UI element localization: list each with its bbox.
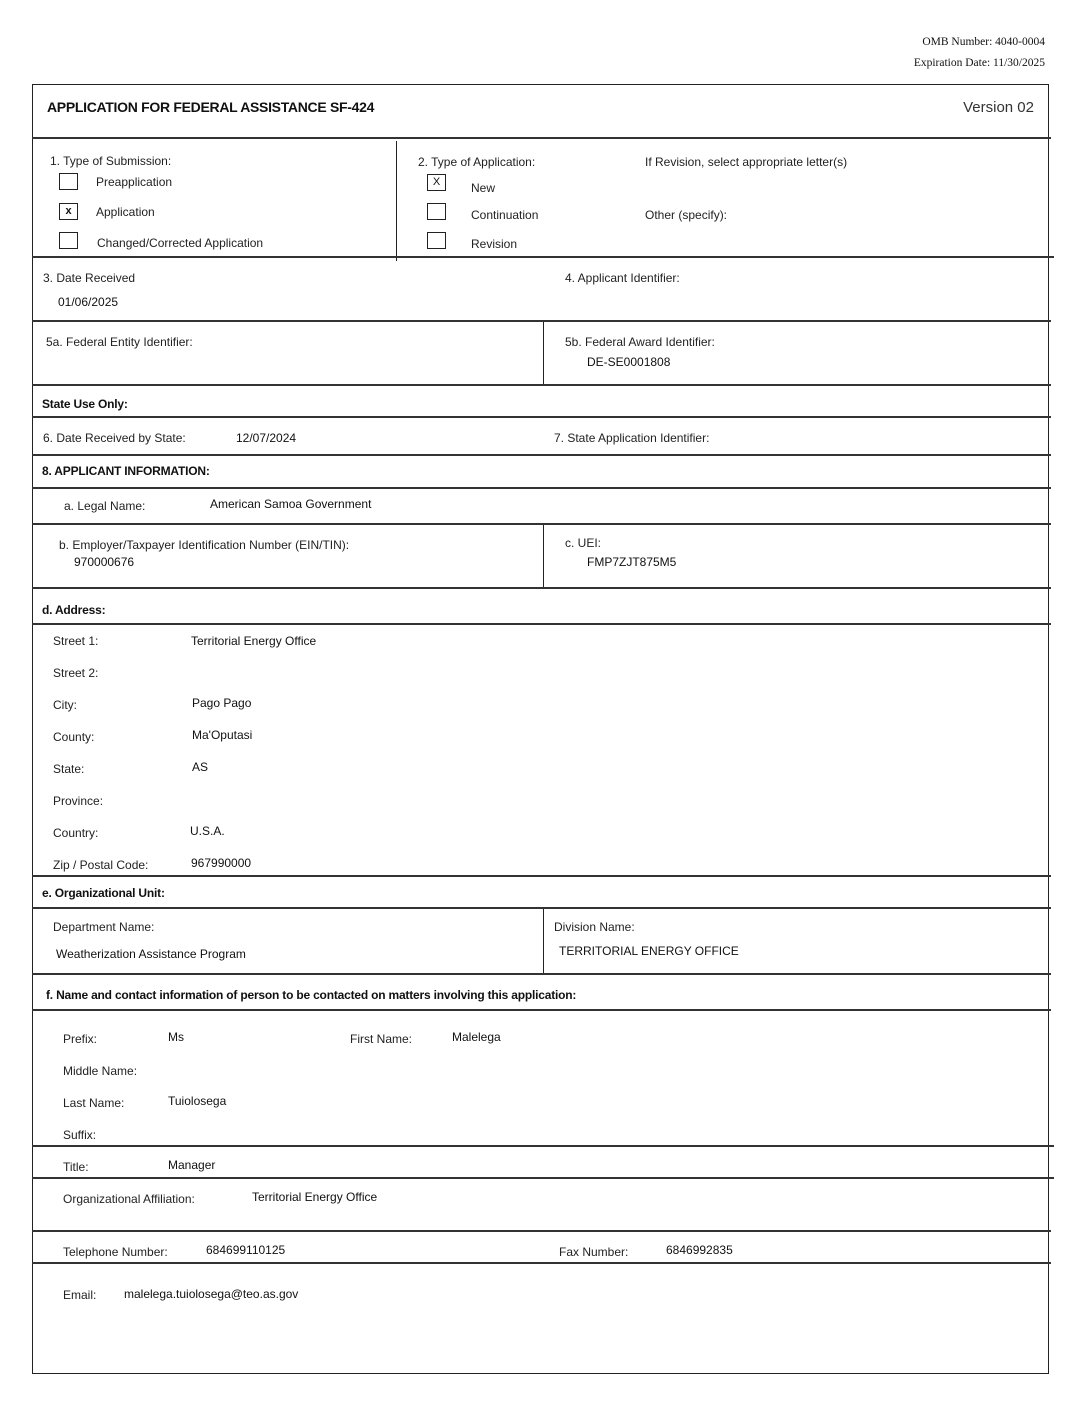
federal-entity-identifier-label: 5a. Federal Entity Identifier: — [46, 335, 193, 349]
country-value[interactable]: U.S.A. — [190, 824, 225, 838]
divider — [32, 1145, 1054, 1147]
divider — [32, 1262, 1051, 1264]
email-value[interactable]: malelega.tuiolosega@teo.as.gov — [124, 1287, 299, 1301]
address-heading: d. Address: — [42, 603, 106, 617]
divider — [32, 384, 1051, 386]
city-label: City: — [53, 698, 77, 712]
checkbox-application[interactable]: x — [59, 203, 78, 220]
divider — [32, 907, 1051, 909]
changed-corrected-label: Changed/Corrected Application — [97, 236, 264, 250]
street1-value[interactable]: Territorial Energy Office — [191, 634, 317, 648]
division-name-label: Division Name: — [554, 920, 635, 934]
ein-label: b. Employer/Taxpayer Identification Number (EIN/TIN): — [59, 538, 350, 552]
divider — [32, 1230, 1051, 1232]
street1-label: Street 1: — [53, 634, 99, 648]
divider — [32, 1177, 1054, 1179]
preapplication-label: Preapplication — [96, 175, 173, 189]
date-received-state-value[interactable]: 12/07/2024 — [236, 431, 297, 445]
application-label: Application — [96, 205, 155, 219]
checkbox-changed-corrected[interactable] — [59, 232, 78, 249]
divider — [396, 141, 397, 261]
first-name-value[interactable]: Malelega — [452, 1030, 501, 1044]
country-label: Country: — [53, 826, 99, 840]
divider — [32, 320, 1051, 322]
date-received-state-label: 6. Date Received by State: — [43, 431, 186, 445]
applicant-information-heading: 8. APPLICANT INFORMATION: — [42, 464, 210, 478]
date-received-label: 3. Date Received — [43, 271, 136, 285]
county-value[interactable]: Ma'Oputasi — [192, 728, 253, 742]
checkbox-revision[interactable] — [427, 232, 446, 249]
last-name-label: Last Name: — [63, 1096, 125, 1110]
divider — [32, 623, 1051, 625]
first-name-label: First Name: — [350, 1032, 413, 1046]
divider — [543, 525, 544, 588]
uei-value[interactable]: FMP7ZJT875M5 — [587, 555, 677, 569]
division-name-value[interactable]: TERRITORIAL ENERGY OFFICE — [559, 944, 739, 958]
ein-value[interactable]: 970000676 — [74, 555, 135, 569]
checkbox-continuation[interactable] — [427, 203, 446, 220]
zip-value[interactable]: 967990000 — [191, 856, 252, 870]
expiration-date: Expiration Date: 11/30/2025 — [913, 57, 1045, 69]
divider — [543, 322, 544, 385]
federal-award-identifier-label: 5b. Federal Award Identifier: — [565, 335, 715, 349]
checkbox-preapplication[interactable] — [59, 173, 78, 190]
telephone-label: Telephone Number: — [63, 1245, 168, 1259]
other-specify-label: Other (specify): — [645, 208, 728, 222]
county-label: County: — [53, 730, 95, 744]
last-name-value[interactable]: Tuiolosega — [168, 1094, 227, 1108]
submission-type-label: 1. Type of Submission: — [50, 154, 172, 168]
province-label: Province: — [53, 794, 104, 808]
affiliation-label: Organizational Affiliation: — [63, 1192, 195, 1206]
state-label: State: — [53, 762, 85, 776]
city-value[interactable]: Pago Pago — [192, 696, 252, 710]
title-value[interactable]: Manager — [168, 1158, 216, 1172]
middle-name-label: Middle Name: — [63, 1064, 138, 1078]
revision-label: Revision — [471, 237, 518, 251]
legal-name-value[interactable]: American Samoa Government — [210, 497, 372, 511]
divider — [32, 256, 1054, 258]
department-name-value[interactable]: Weatherization Assistance Program — [56, 947, 246, 961]
continuation-label: Continuation — [471, 208, 539, 222]
prefix-value[interactable]: Ms — [168, 1030, 184, 1044]
federal-award-identifier-value[interactable]: DE-SE0001808 — [587, 355, 671, 369]
form-title: APPLICATION FOR FEDERAL ASSISTANCE SF-424 — [47, 99, 375, 115]
form-version: Version 02 — [963, 99, 1034, 116]
telephone-value[interactable]: 684699110125 — [206, 1243, 286, 1257]
new-label: New — [471, 181, 496, 195]
divider — [543, 909, 544, 973]
checkbox-new[interactable]: X — [427, 174, 446, 191]
form-frame — [32, 84, 1049, 1374]
state-value[interactable]: AS — [192, 760, 209, 774]
legal-name-label: a. Legal Name: — [64, 499, 146, 513]
divider — [32, 523, 1051, 525]
state-application-identifier-label: 7. State Application Identifier: — [554, 431, 710, 445]
state-use-heading: State Use Only: — [42, 397, 128, 411]
application-type-label: 2. Type of Application: — [418, 155, 536, 169]
fax-value[interactable]: 6846992835 — [666, 1243, 733, 1257]
fax-label: Fax Number: — [559, 1245, 629, 1259]
email-label: Email: — [63, 1288, 97, 1302]
suffix-label: Suffix: — [63, 1128, 97, 1142]
contact-heading: f. Name and contact information of person to be contacted on matters involving this application: — [46, 988, 577, 1002]
divider — [32, 1009, 1051, 1011]
department-name-label: Department Name: — [53, 920, 155, 934]
revision-letters-label: If Revision, select appropriate letter(s) — [645, 155, 848, 169]
divider — [32, 454, 1051, 456]
affiliation-value[interactable]: Territorial Energy Office — [252, 1190, 378, 1204]
divider — [32, 137, 1051, 139]
divider — [32, 487, 1051, 489]
org-unit-heading: e. Organizational Unit: — [42, 886, 165, 900]
omb-number: OMB Number: 4040-0004 — [922, 36, 1045, 48]
divider — [32, 416, 1051, 418]
zip-label: Zip / Postal Code: — [53, 858, 149, 872]
prefix-label: Prefix: — [63, 1032, 98, 1046]
applicant-identifier-label: 4. Applicant Identifier: — [565, 271, 680, 285]
street2-label: Street 2: — [53, 666, 99, 680]
date-received-value[interactable]: 01/06/2025 — [58, 295, 119, 309]
divider — [32, 973, 1051, 975]
uei-label: c. UEI: — [565, 536, 602, 550]
title-label: Title: — [63, 1160, 89, 1174]
divider — [32, 587, 1051, 589]
divider — [32, 875, 1051, 877]
